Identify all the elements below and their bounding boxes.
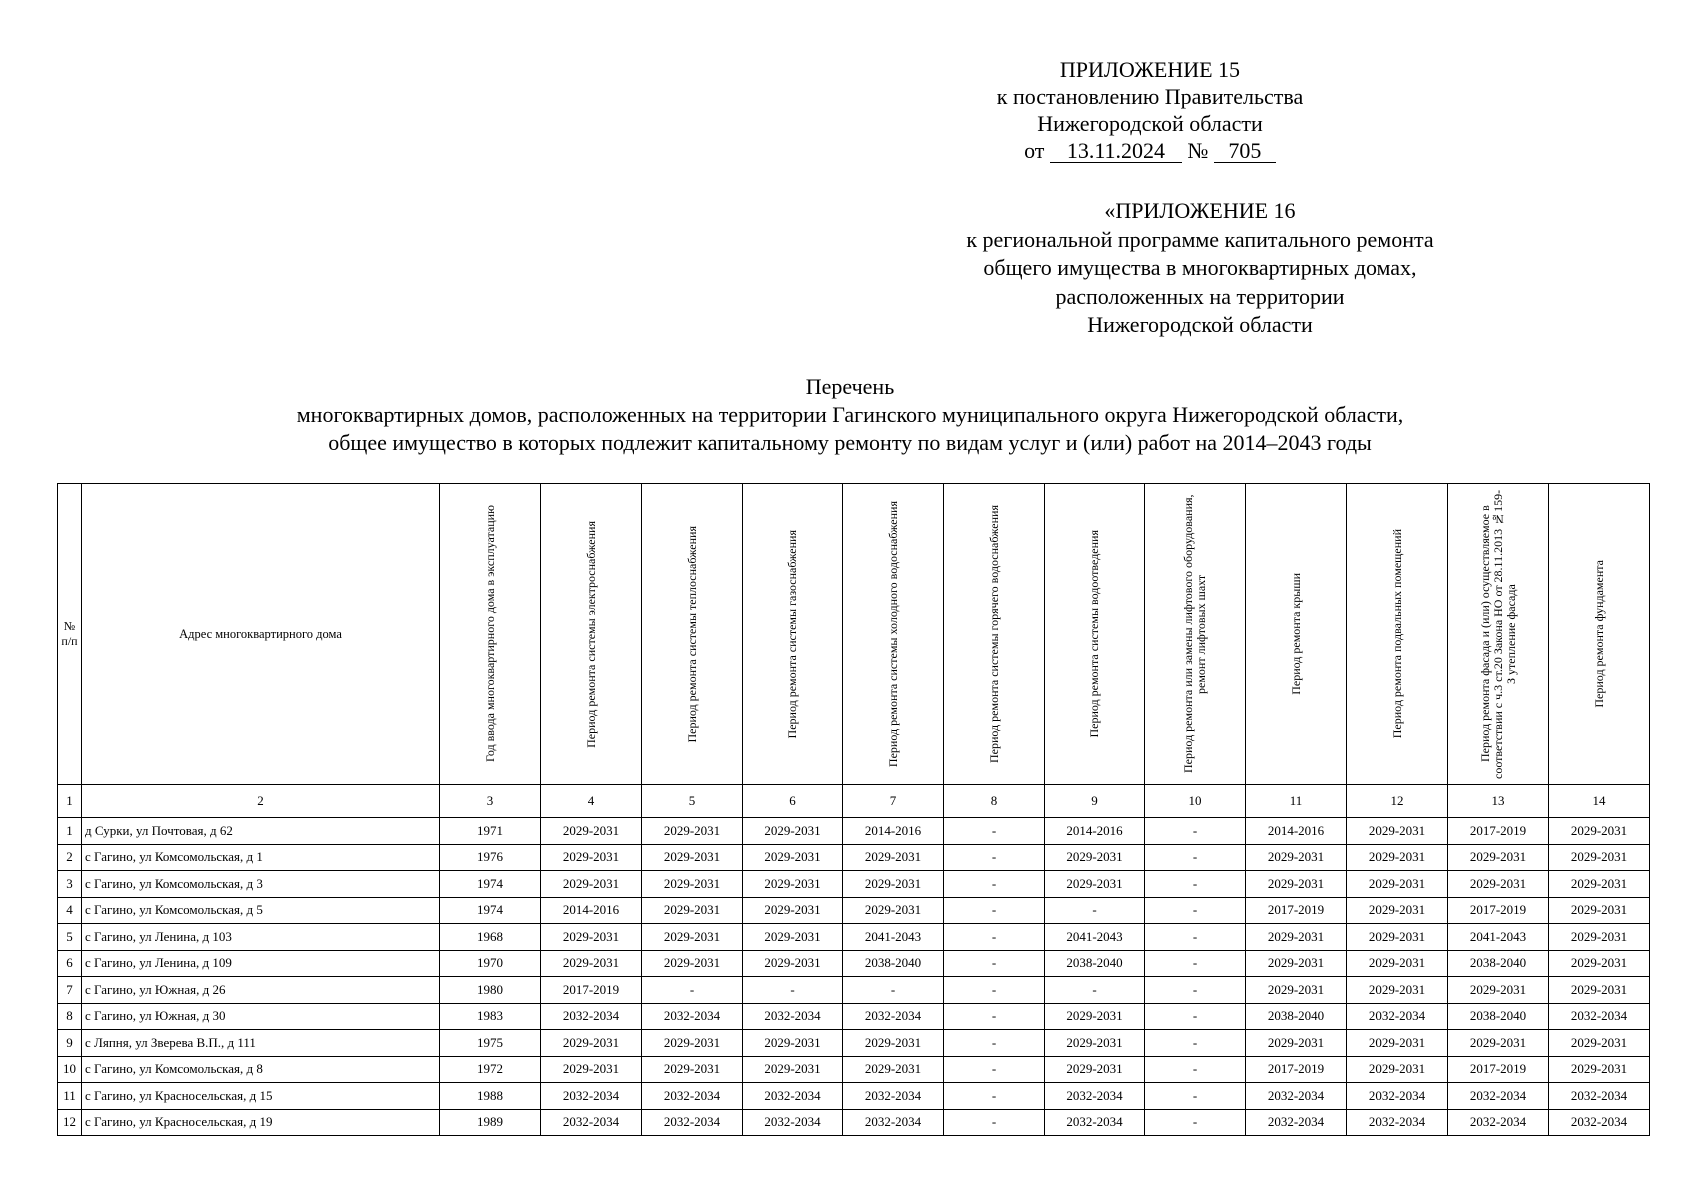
address-cell: с Гагино, ул Южная, д 26 bbox=[82, 977, 440, 1004]
table-cell: 2029-2031 bbox=[843, 844, 944, 871]
table-cell: - bbox=[642, 977, 743, 1004]
table-cell: 2032-2034 bbox=[1448, 1109, 1549, 1136]
table-cell: - bbox=[1145, 818, 1246, 845]
table-cell: 2029-2031 bbox=[843, 1030, 944, 1057]
table-cell: 2032-2034 bbox=[1448, 1083, 1549, 1110]
table-cell: 2032-2034 bbox=[1347, 1109, 1448, 1136]
table-cell: 2029-2031 bbox=[1549, 924, 1650, 951]
table-cell: 2032-2034 bbox=[743, 1003, 843, 1030]
row-number-cell: 8 bbox=[58, 1003, 82, 1030]
table-cell: 2029-2031 bbox=[1045, 1003, 1145, 1030]
table-cell: - bbox=[1145, 1056, 1246, 1083]
column-header-12 bbox=[1347, 484, 1448, 785]
list-title-line-2: многоквартирных домов, расположенных на территории Гагинского муниципального округа Нижегородской области, bbox=[296, 402, 1404, 427]
program-appendix-line-1: к региональной программе капитального ремонта bbox=[966, 226, 1434, 252]
column-header-4 bbox=[541, 484, 642, 785]
table-cell: 2029-2031 bbox=[1347, 977, 1448, 1004]
table-cell: 1971 bbox=[440, 818, 541, 845]
table-row bbox=[58, 871, 1650, 898]
table-cell: 2032-2034 bbox=[1045, 1109, 1145, 1136]
address-cell: д Сурки, ул Почтовая, д 62 bbox=[82, 818, 440, 845]
table-cell: 2029-2031 bbox=[1549, 1056, 1650, 1083]
table-cell: 2032-2034 bbox=[1549, 1109, 1650, 1136]
table-cell: - bbox=[944, 871, 1045, 898]
column-header-9 bbox=[1045, 484, 1145, 785]
table-cell: 2029-2031 bbox=[541, 871, 642, 898]
program-appendix-line-3: расположенных на территории bbox=[1055, 283, 1345, 309]
address-cell: с Гагино, ул Комсомольская, д 5 bbox=[82, 897, 440, 924]
row-number-cell: 7 bbox=[58, 977, 82, 1004]
table-cell: - bbox=[944, 1030, 1045, 1057]
column-number: 12 bbox=[1347, 785, 1448, 818]
table-cell: 2029-2031 bbox=[642, 818, 743, 845]
table-row bbox=[58, 897, 1650, 924]
table-cell: - bbox=[944, 977, 1045, 1004]
table-cell: 2032-2034 bbox=[843, 1083, 944, 1110]
table-cell: 2029-2031 bbox=[1246, 871, 1347, 898]
table-cell: - bbox=[1045, 977, 1145, 1004]
table-cell: - bbox=[944, 1003, 1045, 1030]
row-number-cell: 10 bbox=[58, 1056, 82, 1083]
table-cell: 2029-2031 bbox=[541, 1030, 642, 1057]
table-cell: - bbox=[1145, 1083, 1246, 1110]
table-cell: 1968 bbox=[440, 924, 541, 951]
column-header-label: Период ремонта системы газоснабжения bbox=[785, 529, 799, 739]
table-cell: 1974 bbox=[440, 871, 541, 898]
table-cell: 2017-2019 bbox=[541, 977, 642, 1004]
row-number-cell: 12 bbox=[58, 1109, 82, 1136]
table-cell: 2029-2031 bbox=[642, 1030, 743, 1057]
table-header-row bbox=[58, 484, 1650, 785]
program-appendix-line-2: общего имущества в многоквартирных домах, bbox=[983, 255, 1417, 280]
table-cell: 2014-2016 bbox=[843, 818, 944, 845]
table-cell: 2029-2031 bbox=[541, 950, 642, 977]
table-cell: - bbox=[1145, 844, 1246, 871]
appendix-to: к постановлению Правительства bbox=[996, 84, 1304, 109]
column-header-label: Период ремонта системы теплоснабжения bbox=[684, 525, 699, 743]
table-row bbox=[58, 1109, 1650, 1136]
address-cell: с Гагино, ул Ленина, д 109 bbox=[82, 950, 440, 977]
column-number: 8 bbox=[944, 785, 1045, 818]
table-cell: 2029-2031 bbox=[1549, 1030, 1650, 1057]
table-cell: - bbox=[743, 977, 843, 1004]
address-cell: с Гагино, ул Комсомольская, д 8 bbox=[82, 1056, 440, 1083]
table-cell: 2029-2031 bbox=[743, 871, 843, 898]
address-cell: с Гагино, ул Комсомольская, д 3 bbox=[82, 871, 440, 898]
column-number: 10 bbox=[1145, 785, 1246, 818]
row-number-cell: 1 bbox=[58, 818, 82, 845]
table-cell: 2032-2034 bbox=[743, 1109, 843, 1136]
table-cell: 1989 bbox=[440, 1109, 541, 1136]
table-cell: 2029-2031 bbox=[1045, 844, 1145, 871]
table-cell: 2029-2031 bbox=[1347, 818, 1448, 845]
table-cell: 2032-2034 bbox=[541, 1003, 642, 1030]
table-cell: 2029-2031 bbox=[642, 897, 743, 924]
table-row bbox=[58, 1030, 1650, 1057]
table-cell: 2029-2031 bbox=[743, 924, 843, 951]
table-cell: - bbox=[1145, 977, 1246, 1004]
column-header-label: Период ремонта фундамента bbox=[1591, 560, 1606, 708]
column-number: 7 bbox=[843, 785, 944, 818]
table-cell: 2029-2031 bbox=[743, 897, 843, 924]
column-header-14 bbox=[1549, 484, 1650, 785]
list-title-line-1: Перечень bbox=[805, 374, 895, 399]
list-title-line-3: общее имущество в которых подлежит капитальному ремонту по видам услуг и (или) работ на 2014–2043 годы bbox=[328, 430, 1372, 455]
column-number: 1 bbox=[58, 785, 82, 818]
buildings-table bbox=[57, 483, 1650, 1136]
appendix-title: ПРИЛОЖЕНИЕ 15 bbox=[1059, 57, 1241, 82]
table-cell: 2014-2016 bbox=[1246, 818, 1347, 845]
table-cell: - bbox=[1145, 897, 1246, 924]
table-cell: 2032-2034 bbox=[1246, 1109, 1347, 1136]
table-cell: 2032-2034 bbox=[1045, 1083, 1145, 1110]
table-cell: - bbox=[843, 977, 944, 1004]
table-cell: 2032-2034 bbox=[642, 1083, 743, 1110]
row-number-cell: 4 bbox=[58, 897, 82, 924]
table-row bbox=[58, 977, 1650, 1004]
table-cell: 2041-2043 bbox=[1448, 924, 1549, 951]
table-cell: 2029-2031 bbox=[743, 1030, 843, 1057]
column-header-6 bbox=[743, 484, 843, 785]
table-cell: 2032-2034 bbox=[1246, 1083, 1347, 1110]
table-row bbox=[58, 1083, 1650, 1110]
column-number: 2 bbox=[82, 785, 440, 818]
table-cell: 2029-2031 bbox=[642, 844, 743, 871]
table-cell: 2029-2031 bbox=[1347, 1056, 1448, 1083]
table-cell: 2029-2031 bbox=[1246, 1030, 1347, 1057]
table-row bbox=[58, 924, 1650, 951]
table-cell: 2032-2034 bbox=[1549, 1003, 1650, 1030]
table-cell: 2029-2031 bbox=[1448, 1030, 1549, 1057]
table-row bbox=[58, 1056, 1650, 1083]
table-cell: 2029-2031 bbox=[1448, 871, 1549, 898]
table-cell: - bbox=[1145, 871, 1246, 898]
from-label: от bbox=[1024, 138, 1045, 163]
address-cell: с Гагино, ул Комсомольская, д 1 bbox=[82, 844, 440, 871]
appendix-date-line bbox=[960, 137, 1340, 164]
decree-date: 13.11.2024 bbox=[1050, 140, 1182, 163]
column-header-11 bbox=[1246, 484, 1347, 785]
row-number-cell: 2 bbox=[58, 844, 82, 871]
table-cell: 2032-2034 bbox=[843, 1003, 944, 1030]
row-number-cell: 9 bbox=[58, 1030, 82, 1057]
table-cell: - bbox=[1145, 1030, 1246, 1057]
table-cell: 2029-2031 bbox=[642, 950, 743, 977]
column-header-label: Период ремонта или замены лифтового оборудования, ремонт лифтовых шахт bbox=[1181, 494, 1208, 774]
column-header-label: Период ремонта системы горячего водоснабжения bbox=[986, 504, 1001, 763]
table-cell: - bbox=[944, 1056, 1045, 1083]
table-cell: 2029-2031 bbox=[1347, 897, 1448, 924]
table-cell: 2029-2031 bbox=[743, 950, 843, 977]
table-cell: - bbox=[1045, 897, 1145, 924]
table-cell: 2029-2031 bbox=[1045, 871, 1145, 898]
table-cell: 2032-2034 bbox=[642, 1109, 743, 1136]
table-cell: 2029-2031 bbox=[1246, 924, 1347, 951]
table-cell: - bbox=[944, 1109, 1045, 1136]
table-cell: 2029-2031 bbox=[1246, 977, 1347, 1004]
column-number: 4 bbox=[541, 785, 642, 818]
table-row bbox=[58, 818, 1650, 845]
row-number-cell: 5 bbox=[58, 924, 82, 951]
table-cell: 2038-2040 bbox=[1448, 950, 1549, 977]
table-cell: - bbox=[1145, 950, 1246, 977]
table-cell: 2032-2034 bbox=[843, 1109, 944, 1136]
address-cell: с Ляпня, ул Зверева В.П., д 111 bbox=[82, 1030, 440, 1057]
table-cell: - bbox=[1145, 924, 1246, 951]
table-cell: 1975 bbox=[440, 1030, 541, 1057]
column-header-7 bbox=[843, 484, 944, 785]
table-cell: 2014-2016 bbox=[541, 897, 642, 924]
column-header-5 bbox=[642, 484, 743, 785]
column-header-2 bbox=[82, 484, 440, 785]
table-row bbox=[58, 950, 1650, 977]
table-cell: - bbox=[944, 818, 1045, 845]
table-cell: 2029-2031 bbox=[1246, 950, 1347, 977]
number-label: № bbox=[1187, 138, 1209, 163]
column-number: 3 bbox=[440, 785, 541, 818]
column-number: 13 bbox=[1448, 785, 1549, 818]
address-cell: с Гагино, ул Красносельская, д 15 bbox=[82, 1083, 440, 1110]
table-cell: 2017-2019 bbox=[1246, 1056, 1347, 1083]
table-cell: - bbox=[944, 1083, 1045, 1110]
column-header-13 bbox=[1448, 484, 1549, 785]
column-header-label: Период ремонта крыши bbox=[1288, 573, 1303, 695]
table-cell: 2029-2031 bbox=[843, 1056, 944, 1083]
address-cell: с Гагино, ул Красносельская, д 19 bbox=[82, 1109, 440, 1136]
table-row bbox=[58, 1003, 1650, 1030]
table-cell: 2029-2031 bbox=[1549, 818, 1650, 845]
table-cell: 2029-2031 bbox=[642, 924, 743, 951]
column-header-label: Период ремонта системы холодного водоснабжения bbox=[885, 500, 900, 768]
list-title bbox=[160, 373, 1540, 457]
appendix-region: Нижегородской области bbox=[1037, 111, 1263, 136]
table-cell: 1974 bbox=[440, 897, 541, 924]
table-cell: - bbox=[944, 897, 1045, 924]
table-cell: 2029-2031 bbox=[1045, 1056, 1145, 1083]
table-cell: 2017-2019 bbox=[1448, 897, 1549, 924]
table-cell: 1976 bbox=[440, 844, 541, 871]
table-cell: 2029-2031 bbox=[1448, 844, 1549, 871]
appendix-15-block bbox=[960, 56, 1340, 164]
table-cell: 1983 bbox=[440, 1003, 541, 1030]
column-number: 9 bbox=[1045, 785, 1145, 818]
column-header-label: Год ввода многоквартирного дома в эксплуатацию bbox=[482, 505, 497, 763]
table-cell: 2029-2031 bbox=[1549, 871, 1650, 898]
table-cell: 2029-2031 bbox=[743, 844, 843, 871]
table-cell: 2029-2031 bbox=[1347, 871, 1448, 898]
table-cell: 2032-2034 bbox=[541, 1083, 642, 1110]
table-cell: 2029-2031 bbox=[1347, 924, 1448, 951]
table-cell: 2038-2040 bbox=[1448, 1003, 1549, 1030]
column-header-3 bbox=[440, 484, 541, 785]
table-cell: 1988 bbox=[440, 1083, 541, 1110]
table-cell: 2029-2031 bbox=[1246, 844, 1347, 871]
table-cell: 2029-2031 bbox=[1549, 977, 1650, 1004]
column-number: 14 bbox=[1549, 785, 1650, 818]
table-cell: 2017-2019 bbox=[1448, 818, 1549, 845]
column-header-1 bbox=[58, 484, 82, 785]
address-cell: с Гагино, ул Ленина, д 103 bbox=[82, 924, 440, 951]
table-cell: 2029-2031 bbox=[743, 818, 843, 845]
column-number: 5 bbox=[642, 785, 743, 818]
table-cell: 2029-2031 bbox=[1347, 844, 1448, 871]
table-cell: 2029-2031 bbox=[642, 1056, 743, 1083]
table-cell: - bbox=[1145, 1109, 1246, 1136]
table-cell: 1980 bbox=[440, 977, 541, 1004]
table-cell: 2032-2034 bbox=[1347, 1083, 1448, 1110]
column-header-label: Период ремонта системы водоотведения bbox=[1087, 530, 1101, 738]
table-cell: 2029-2031 bbox=[743, 1056, 843, 1083]
table-cell: 2029-2031 bbox=[1448, 977, 1549, 1004]
table-cell: 2029-2031 bbox=[541, 844, 642, 871]
table-cell: 2041-2043 bbox=[843, 924, 944, 951]
table-cell: 2038-2040 bbox=[843, 950, 944, 977]
table-cell: 2017-2019 bbox=[1448, 1056, 1549, 1083]
column-number: 6 bbox=[743, 785, 843, 818]
column-header-label: № п/п bbox=[61, 619, 78, 648]
table-cell: 2032-2034 bbox=[1549, 1083, 1650, 1110]
row-number-cell: 6 bbox=[58, 950, 82, 977]
column-header-10 bbox=[1145, 484, 1246, 785]
table-cell: 2029-2031 bbox=[1549, 950, 1650, 977]
column-header-label: Период ремонта системы электроснабжения bbox=[583, 520, 598, 748]
column-header-label: Адрес многоквартирного дома bbox=[179, 626, 342, 641]
table-cell: 2029-2031 bbox=[642, 871, 743, 898]
table-cell: 2029-2031 bbox=[1347, 1030, 1448, 1057]
table-cell: 2029-2031 bbox=[1347, 950, 1448, 977]
table-cell: 2032-2034 bbox=[541, 1109, 642, 1136]
column-header-8 bbox=[944, 484, 1045, 785]
table-cell: 2029-2031 bbox=[1549, 897, 1650, 924]
table-cell: 1972 bbox=[440, 1056, 541, 1083]
table-cell: - bbox=[1145, 1003, 1246, 1030]
table-cell: 2029-2031 bbox=[1549, 844, 1650, 871]
column-number: 11 bbox=[1246, 785, 1347, 818]
table-cell: 2038-2040 bbox=[1045, 950, 1145, 977]
table-cell: 2032-2034 bbox=[1347, 1003, 1448, 1030]
appendix-16-block bbox=[900, 197, 1500, 340]
table-cell: 2041-2043 bbox=[1045, 924, 1145, 951]
table-cell: 2029-2031 bbox=[843, 871, 944, 898]
program-appendix-line-4: Нижегородской области bbox=[1087, 312, 1313, 337]
column-numbers-row bbox=[58, 785, 1650, 818]
table-cell: 2038-2040 bbox=[1246, 1003, 1347, 1030]
table-cell: - bbox=[944, 924, 1045, 951]
table-cell: 2032-2034 bbox=[642, 1003, 743, 1030]
table-cell: 2014-2016 bbox=[1045, 818, 1145, 845]
table-cell: 2017-2019 bbox=[1246, 897, 1347, 924]
table-cell: - bbox=[944, 844, 1045, 871]
row-number-cell: 3 bbox=[58, 871, 82, 898]
table-cell: 2032-2034 bbox=[743, 1083, 843, 1110]
table-cell: 2029-2031 bbox=[843, 897, 944, 924]
decree-number: 705 bbox=[1214, 140, 1276, 163]
table-cell: 2029-2031 bbox=[1045, 1030, 1145, 1057]
table-cell: 1970 bbox=[440, 950, 541, 977]
column-header-label: Период ремонта подвальных помещений bbox=[1389, 529, 1404, 739]
row-number-cell: 11 bbox=[58, 1083, 82, 1110]
address-cell: с Гагино, ул Южная, д 30 bbox=[82, 1003, 440, 1030]
program-appendix-title: «ПРИЛОЖЕНИЕ 16 bbox=[1104, 198, 1296, 223]
table-row bbox=[58, 844, 1650, 871]
table-cell: 2029-2031 bbox=[541, 924, 642, 951]
column-header-label: Период ремонта фасада и (или) осуществляемое в соответствии с ч.3 ст.20 Закона НО от 28.11.2013 №159-З утепление фасада bbox=[1477, 489, 1518, 779]
table-cell: 2029-2031 bbox=[541, 818, 642, 845]
table-cell: 2029-2031 bbox=[541, 1056, 642, 1083]
table-cell: - bbox=[944, 950, 1045, 977]
